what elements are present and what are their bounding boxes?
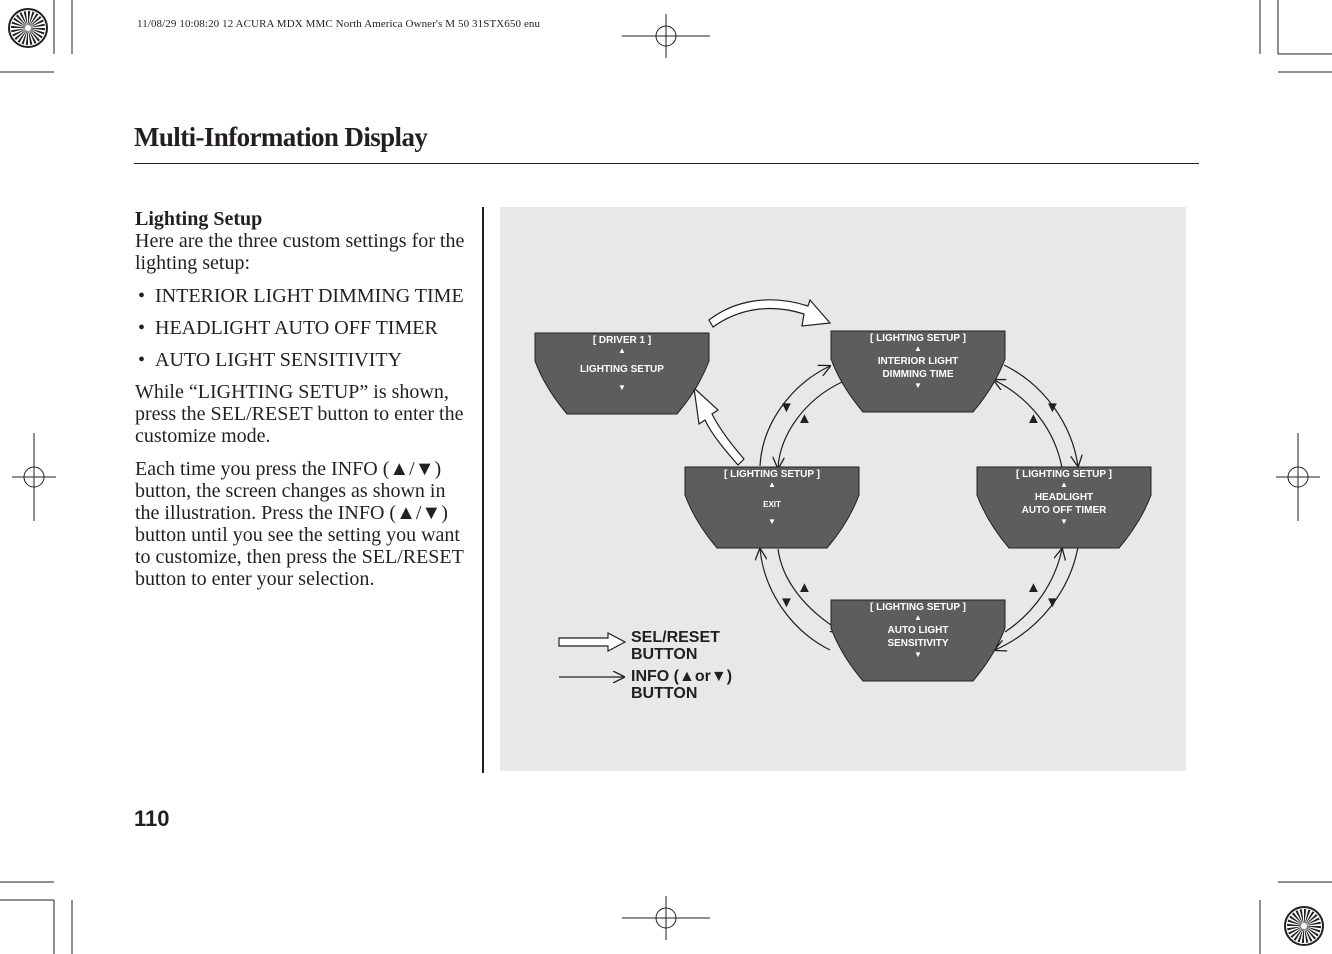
list-item-label: INTERIOR LIGHT DIMMING TIME (155, 285, 464, 307)
screen-down-arrow-icon: ▼ (914, 381, 922, 390)
screen-up-arrow-icon: ▲ (914, 344, 922, 353)
screen-exit (685, 467, 859, 548)
screen-down-arrow-icon: ▼ (768, 517, 776, 526)
arrow-interior-to-headlight (1004, 365, 1078, 466)
down-indicator-icon: ▼ (779, 399, 794, 416)
sel-arrow-driver-to-interior (709, 300, 830, 327)
screen-header: [ DRIVER 1 ] (592, 335, 652, 346)
sel-reset-legend-label: SEL/RESET (631, 629, 720, 646)
page-number: 110 (134, 806, 170, 831)
screen-header: [ LIGHTING SETUP ] (1016, 469, 1112, 480)
sel-reset-arrows (694, 300, 830, 465)
screen-down-arrow-icon: ▼ (618, 383, 626, 392)
up-indicator-icon: ▲ (1026, 579, 1041, 596)
screen-item-label: INTERIOR LIGHT (877, 356, 959, 367)
screen-item-label: LIGHTING SETUP (580, 364, 664, 375)
screen-up-arrow-icon: ▲ (914, 613, 922, 622)
info-legend-label (631, 668, 732, 685)
up-indicator-icon: ▲ (797, 410, 812, 427)
screen-headlight-auto-off (977, 467, 1151, 548)
screen-auto-light-sensitivity (831, 600, 1005, 681)
paragraph-enter-customize: While “LIGHTING SETUP” is shown, press the SEL/RESET button to enter the customize mode. (135, 381, 464, 447)
info-legend-suffix: ) (726, 668, 733, 685)
screen-header: [ LIGHTING SETUP ] (870, 333, 966, 344)
screen-header: [ LIGHTING SETUP ] (724, 469, 820, 480)
screen-down-arrow-icon: ▼ (914, 650, 922, 659)
screen-item-label: EXIT (763, 500, 781, 509)
print-header: 11/08/29 10:08:20 12 ACURA MDX MMC North America Owner's M 50 31STX650 enu (137, 18, 541, 30)
sel-reset-legend-arrow-icon (559, 633, 625, 651)
screen-item-label: DIMMING TIME (882, 369, 954, 380)
screen-item-label: HEADLIGHT (1034, 492, 1094, 503)
up-triangle-icon: ▲ (679, 668, 695, 685)
info-legend-label-line2: BUTTON (631, 685, 698, 702)
screen-up-arrow-icon: ▲ (768, 480, 776, 489)
sel-reset-legend-label-line2: BUTTON (631, 646, 698, 663)
screen-item-label: AUTO OFF TIMER (1021, 505, 1107, 516)
diagram-legend (559, 629, 732, 702)
screen-down-arrow-icon: ▼ (1060, 517, 1068, 526)
section-heading: Lighting Setup (135, 208, 263, 230)
info-legend-or: or (694, 668, 711, 685)
paragraph-info-button: Each time you press the INFO (▲/▼) button, the screen changes as shown in the illustration. Press the INFO (▲/▼) button until you see the setting you want to customize, then press the SEL/RESET button to enter your selection. (135, 458, 464, 590)
page-title: Multi-Information Display (134, 122, 428, 152)
up-indicator-icon: ▲ (797, 579, 812, 596)
bullet-icon: • (138, 317, 146, 339)
screen-item-label: AUTO LIGHT (887, 625, 949, 636)
screen-up-arrow-icon: ▲ (1060, 480, 1068, 489)
screen-item-label: SENSITIVITY (887, 638, 949, 649)
arrow-headlight-to-sensitivity (995, 547, 1078, 650)
bullet-icon: • (138, 349, 146, 371)
screen-interior-light-dimming (831, 331, 1005, 412)
arrow-sensitivity-to-exit (760, 549, 830, 650)
down-indicator-icon: ▼ (779, 594, 794, 611)
screen-driver-lighting-setup (535, 333, 709, 414)
up-indicator-icon: ▲ (1026, 410, 1041, 427)
bullet-icon: • (138, 285, 146, 307)
down-indicator-icon: ▼ (1045, 594, 1060, 611)
list-item-label: AUTO LIGHT SENSITIVITY (155, 349, 403, 371)
info-legend-prefix: INFO ( (631, 668, 679, 685)
arrow-exit-to-interior (760, 366, 830, 466)
down-indicator-icon: ▼ (1045, 399, 1060, 416)
intro-text: Here are the three custom settings for the lighting setup: (135, 230, 465, 274)
display-screens (535, 331, 1151, 681)
list-item-label: HEADLIGHT AUTO OFF TIMER (155, 317, 438, 339)
sel-arrow-exit-to-driver (694, 388, 744, 465)
screen-up-arrow-icon: ▲ (618, 346, 626, 355)
screen-header: [ LIGHTING SETUP ] (870, 602, 966, 613)
down-triangle-icon: ▼ (710, 668, 727, 685)
